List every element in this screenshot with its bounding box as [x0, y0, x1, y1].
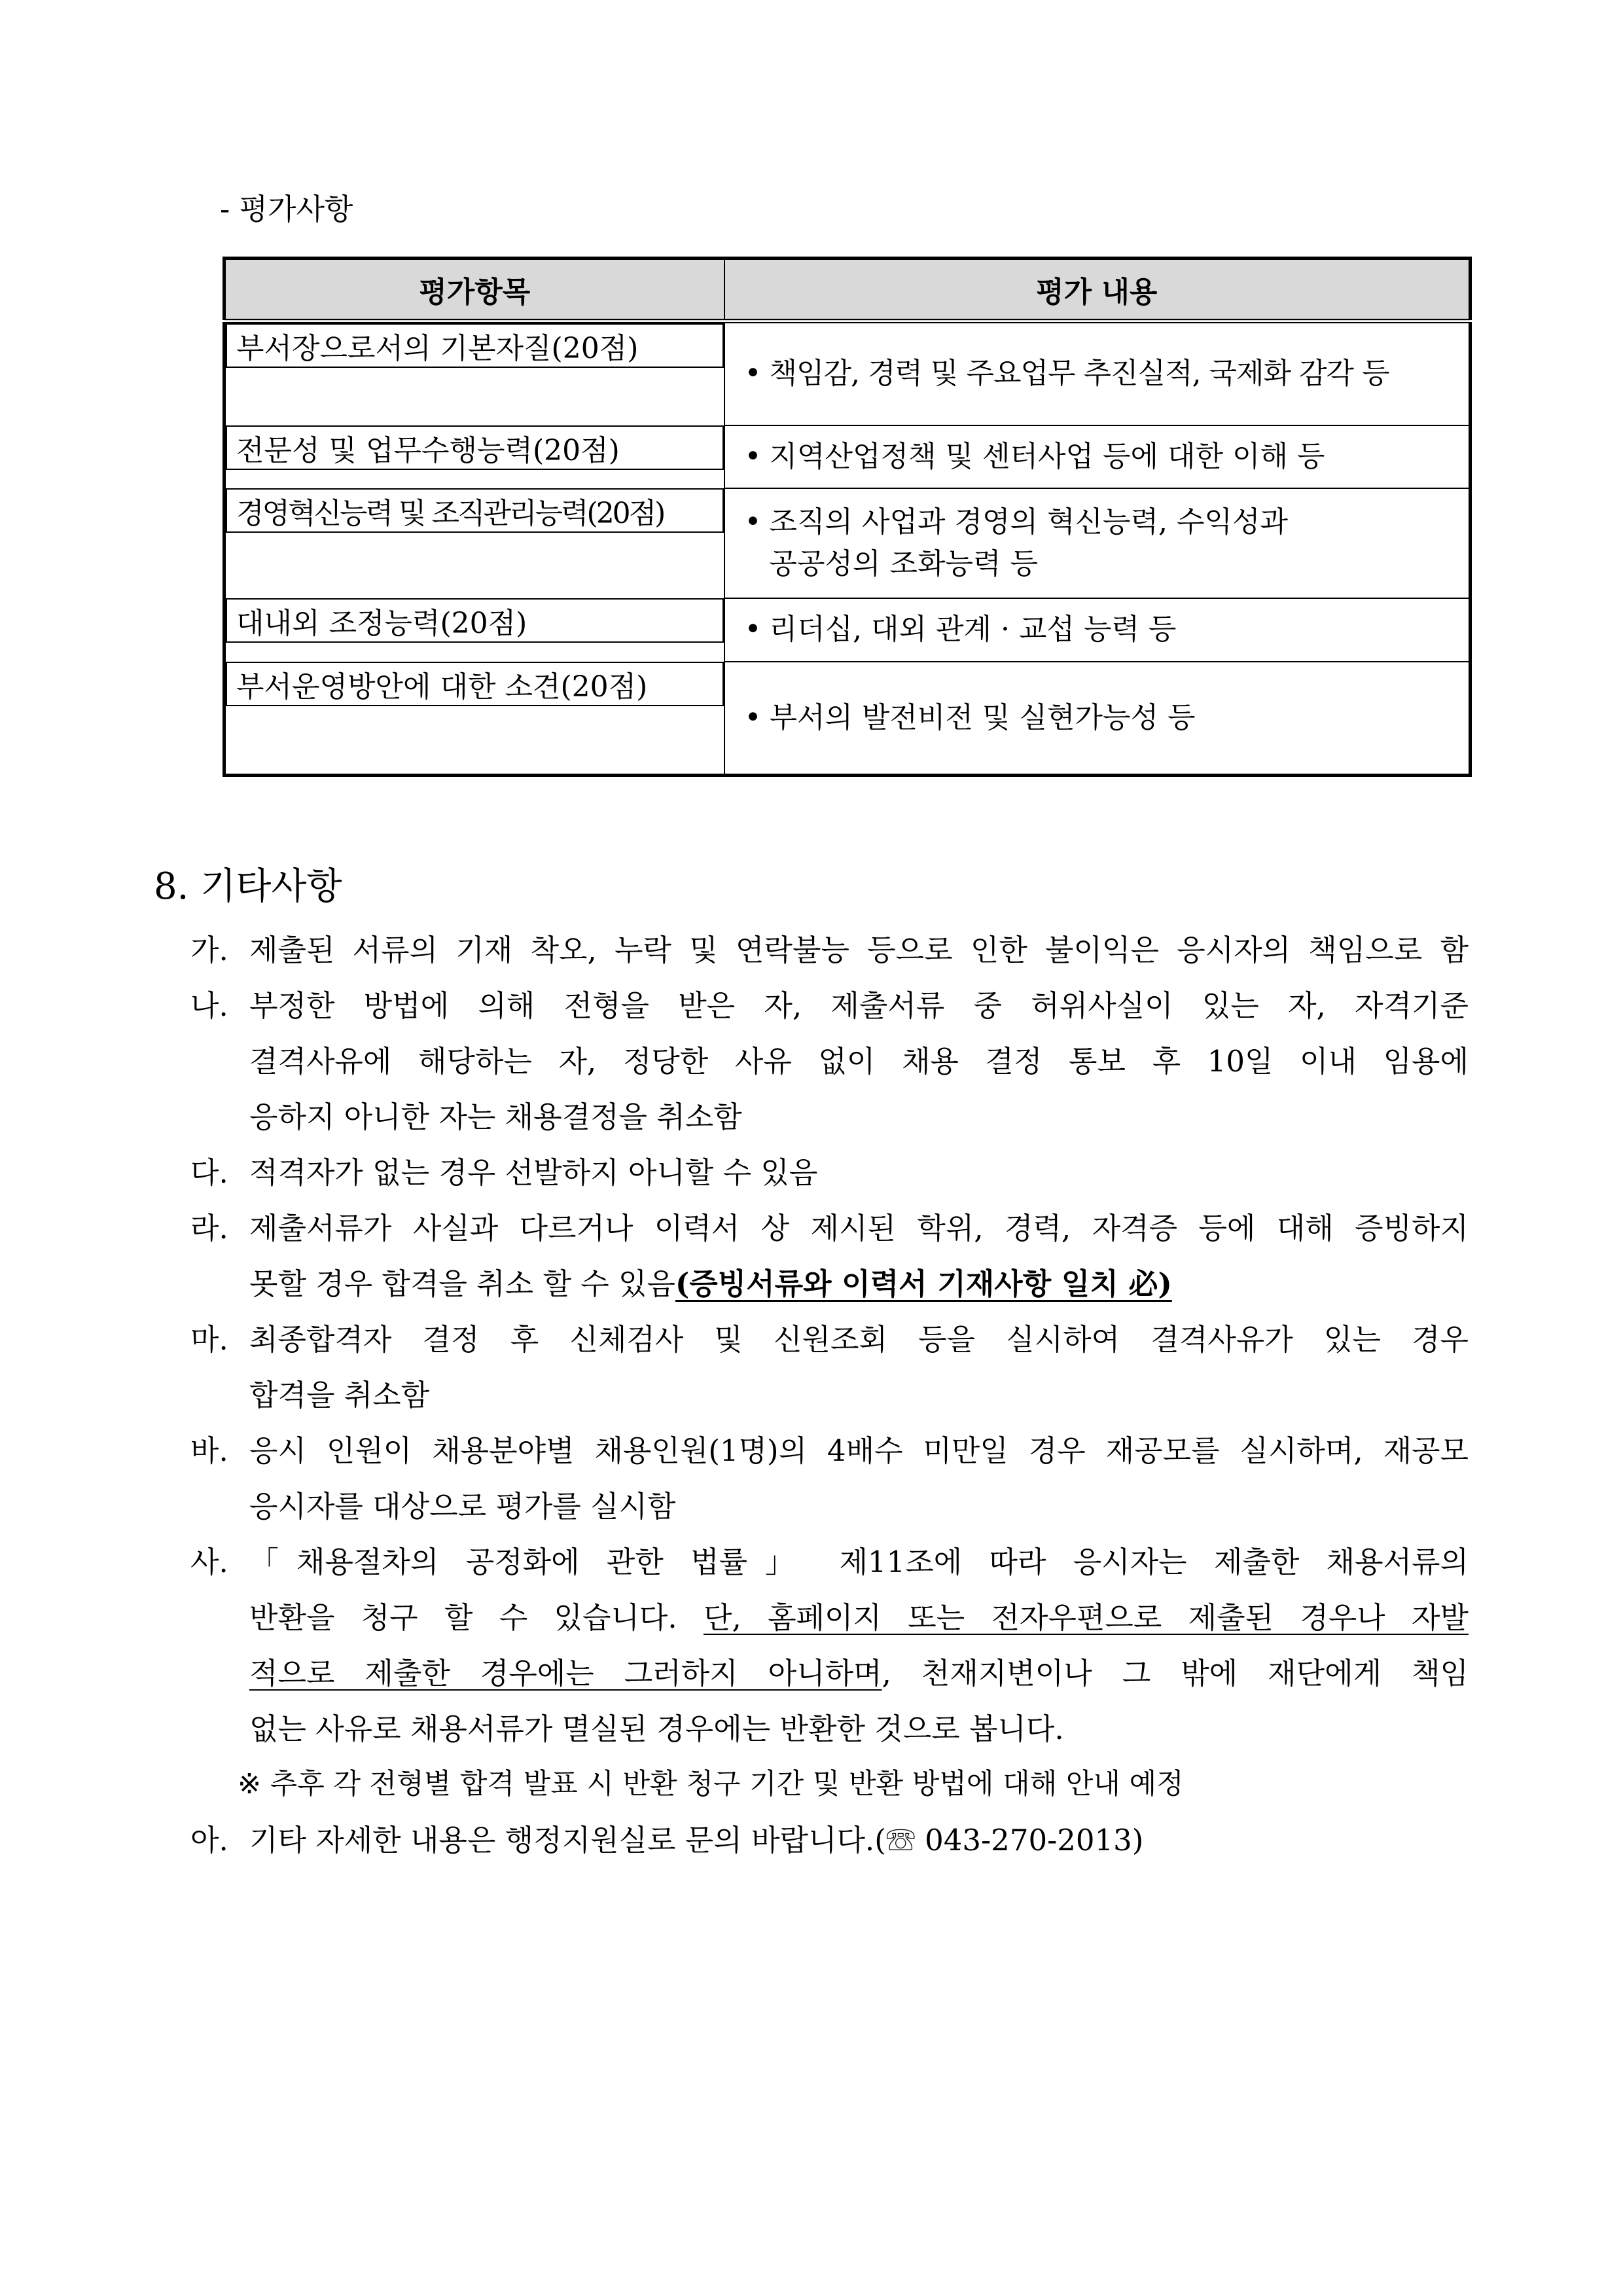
item-text: 응시자를 대상으로 평가를 실시함 — [249, 1489, 676, 1524]
item-text: , 천재지변이나 그 밖에 재단에게 책임 — [882, 1656, 1469, 1691]
item-label: 아. — [190, 1823, 228, 1857]
notice-item — [190, 1423, 1469, 1534]
table-row — [224, 662, 1471, 776]
item-text: 적격자가 없는 경우 선발하지 아니할 수 있음 — [249, 1155, 818, 1190]
item-label: 마. — [190, 1322, 228, 1357]
item-line — [249, 1089, 1469, 1145]
item-label: 다. — [190, 1155, 228, 1190]
item-line — [249, 1423, 1469, 1479]
item-text: 없는 사유로 채용서류가 멸실된 경우에는 반환한 것으로 봅니다. — [249, 1712, 1064, 1746]
table-row — [224, 488, 1471, 598]
table-row — [224, 425, 1471, 488]
item-text: 합격을 취소함 — [249, 1378, 430, 1412]
item-label: 바. — [190, 1433, 228, 1468]
notice-item — [190, 922, 1469, 978]
notice-item — [190, 1534, 1469, 1757]
content-line: 책임감, 경력 및 주요업무 추진실적, 국제화 감각 등 — [769, 357, 1389, 391]
item-text: 제출된 서류의 기재 착오, 누락 및 연락불능 등으로 인한 불이익은 응시자의 책임으로 함 — [249, 933, 1469, 967]
evaluation-content — [724, 598, 1471, 662]
item-label: 라. — [190, 1211, 228, 1246]
emphasis-text: (증빙서류와 이력서 기재사항 일치 必) — [675, 1266, 1172, 1301]
notice-item — [190, 1312, 1469, 1423]
evaluation-item: 부서운영방안에 대한 소견(20점) — [226, 662, 724, 706]
item-line — [249, 1479, 1469, 1534]
section-subtitle: - 평가사항 — [220, 192, 353, 226]
bullet-marker: • — [744, 505, 762, 539]
item-line — [249, 1812, 1469, 1868]
notice-item — [190, 1145, 1469, 1200]
item-text: 못할 경우 합격을 취소 할 수 있음 — [249, 1266, 675, 1301]
return-notice: ※ 추후 각 전형별 합격 발표 시 반환 청구 기간 및 반환 방법에 대해 안내 예정 — [238, 1768, 1184, 1801]
contact-text: 기타 자세한 내용은 행정지원실로 문의 바랍니다.(☏ 043-270-2013) — [249, 1823, 1144, 1857]
item-text: 응하지 아니한 자는 채용결정을 취소함 — [249, 1100, 742, 1134]
item-line — [249, 1145, 1469, 1200]
item-line — [249, 922, 1469, 978]
item-line — [249, 1312, 1469, 1367]
item-text: 「채용절차의 공정화에 관한 법률」 제11조에 따라 응시자는 제출한 채용서류의 — [249, 1545, 1469, 1579]
evaluation-content — [724, 321, 1471, 425]
section-heading: 8. 기타사항 — [154, 865, 342, 908]
item-line — [249, 1534, 1469, 1590]
notice-item — [190, 1812, 1469, 1868]
item-line — [249, 1367, 1469, 1423]
item-label: 가. — [190, 933, 228, 967]
item-text: 결격사유에 해당하는 자, 정당한 사유 없이 채용 결정 통보 후 10일 이내 임용에 — [249, 1044, 1469, 1079]
table-header-item: 평가항목 — [224, 259, 724, 321]
underlined-text: 단, 홈페이지 또는 전자우편으로 제출된 경우나 자발 — [704, 1600, 1469, 1635]
content-line: 리더십, 대외 관계 · 교섭 능력 등 — [769, 613, 1177, 646]
item-text: 최종합격자 결정 후 신체검사 및 신원조회 등을 실시하여 결격사유가 있는 경우 — [249, 1322, 1469, 1357]
evaluation-item: 경영혁신능력 및 조직관리능력(20점) — [226, 488, 724, 533]
bullet-marker: • — [744, 439, 762, 473]
item-text: 제출서류가 사실과 다르거나 이력서 상 제시된 학위, 경력, 자격증 등에 대해 증빙하지 — [249, 1211, 1469, 1246]
notice-item — [190, 978, 1469, 1145]
evaluation-item: 부서장으로서의 기본자질(20점) — [226, 323, 724, 368]
content-line: 조직의 사업과 경영의 혁신능력, 수익성과 — [769, 505, 1288, 539]
table-header-content: 평가 내용 — [724, 259, 1471, 321]
item-text: 응시 인원이 채용분야별 채용인원(1명)의 4배수 미만일 경우 재공모를 실시하며, 재공모 — [249, 1433, 1469, 1468]
item-label: 나. — [190, 988, 228, 1023]
item-line — [249, 1256, 1469, 1312]
table-row — [224, 598, 1471, 662]
evaluation-content — [724, 662, 1471, 776]
bullet-marker: • — [744, 357, 762, 391]
item-line — [249, 1590, 1469, 1645]
notice-list — [190, 922, 1469, 1868]
item-text: 반환을 청구 할 수 있습니다. — [249, 1600, 704, 1635]
item-line — [249, 1200, 1469, 1256]
item-line — [249, 1645, 1469, 1701]
content-line: 지역산업정책 및 센터사업 등에 대한 이해 등 — [769, 439, 1325, 473]
notice-item — [190, 1200, 1469, 1312]
evaluation-table — [223, 257, 1472, 777]
underlined-text: 적으로 제출한 경우에는 그러하지 아니하며 — [249, 1656, 882, 1691]
evaluation-item: 대내외 조정능력(20점) — [226, 598, 724, 643]
table-header-row — [224, 259, 1471, 321]
item-text: 부정한 방법에 의해 전형을 받은 자, 제출서류 중 허위사실이 있는 자, 자격기준 — [249, 988, 1469, 1023]
evaluation-content — [724, 488, 1471, 598]
bullet-marker: • — [744, 700, 762, 734]
item-line — [249, 1701, 1469, 1757]
item-label: 사. — [190, 1545, 228, 1579]
content-line: 공공성의 조화능력 등 — [769, 547, 1039, 581]
evaluation-item: 전문성 및 업무수행능력(20점) — [226, 425, 724, 470]
bullet-marker: • — [744, 613, 762, 646]
content-line: 부서의 발전비전 및 실현가능성 등 — [769, 700, 1196, 734]
item-line — [249, 1033, 1469, 1089]
table-row — [224, 321, 1471, 425]
evaluation-content — [724, 425, 1471, 488]
item-line — [249, 978, 1469, 1033]
